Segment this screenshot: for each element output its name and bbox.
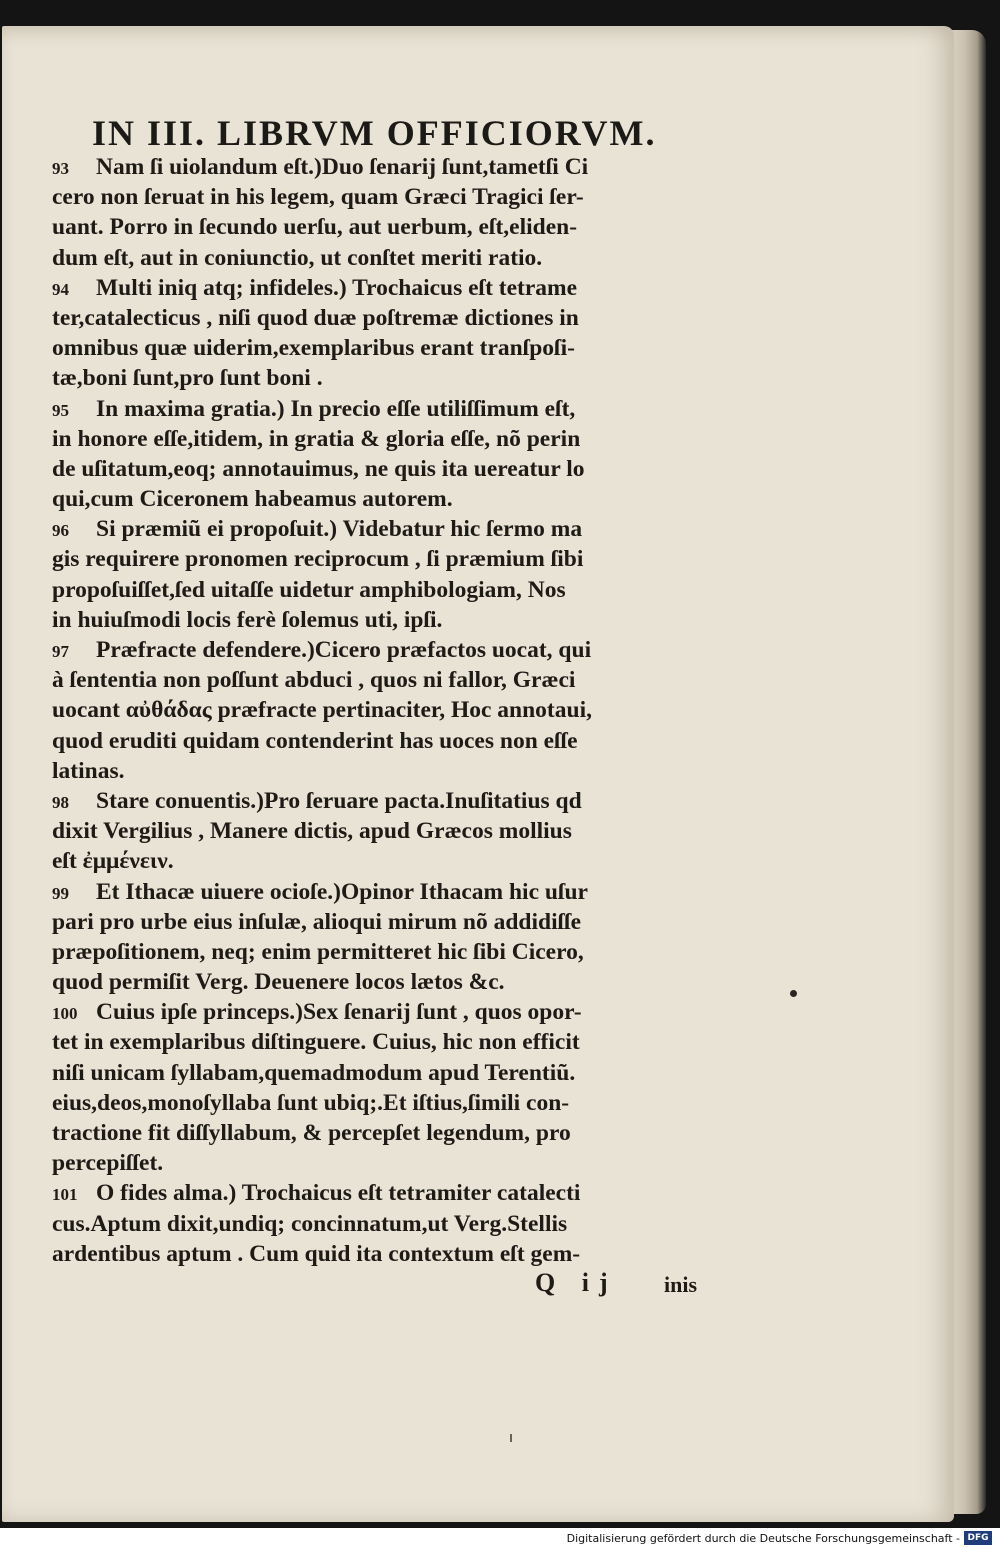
note-number: 98 [52,792,69,812]
text-line [52,514,720,544]
note-number: 93 [52,159,69,178]
text-line [52,1209,720,1239]
line-text: Si præmiũ ei propoſuit.) Videbatur hic ſermo ma [96,516,583,543]
line-text: qui,cum Ciceronem habeamus autorem. [52,486,453,513]
text-line [52,846,720,876]
line-text: propoſuiſſet,ſed uitaſſe uidetur amphibologiam, Nos [52,576,566,603]
page-edge [950,30,986,1514]
text-line [52,152,720,182]
text-line [52,967,720,997]
line-text: ardentibus aptum . Cum quid ita contextum eſt gem- [52,1240,581,1267]
footer-credit: Digitalisierung gefördert durch die Deutsche Forschungsgemeinschaft - [566,1532,960,1545]
line-text: in honore eſſe,itidem, in gratia & gloria eſſe, nõ perin [52,425,581,452]
text-line [52,394,720,424]
line-text: cero non ſeruat in his legem, quam Græci Tragici ſer- [52,184,584,211]
line-text: niſi unicam ſyllabam,quemadmodum apud Terentiũ. [52,1059,576,1086]
line-text: tractione fit diſſyllabum, & percepſet legendum, pro [52,1120,571,1146]
text-line [52,605,720,635]
text-line [52,544,720,574]
line-text: tæ,boni ſunt,pro ſunt boni . [52,365,323,392]
text-line [52,1027,720,1057]
text-line [52,997,720,1027]
line-text: eius,deos,monoſyllaba ſunt ubiq;.Et iſtius,ſimili con- [52,1089,570,1116]
line-text: à ſententia non poſſunt abduci , quos ni fallor, Græci [52,667,576,694]
note-number: 101 [52,1185,78,1205]
line-text: quod eruditi quidam contenderint has uoces non eſſe [52,727,578,754]
line-text: latinas. [52,757,125,784]
footer-bar [0,1528,1000,1549]
line-text: gis requirere pronomen reciprocum , ſi præmium ſibi [52,546,584,573]
dfg-logo: DFG [964,1531,992,1545]
text-line [52,424,720,454]
text-line [52,182,720,212]
text-line [52,937,720,967]
text-line [52,1178,720,1208]
line-text: eſt ἐμμένειν. [52,848,174,875]
catchword: inis [664,1272,698,1297]
line-text: Stare conuentis.)Pro ſeruare pacta.Inuſitatius qd [96,787,582,814]
text-line [52,212,720,242]
text-line [52,635,720,665]
line-text: Multi iniq atq; infideles.) Trochaicus eſt tetrame [96,274,578,301]
line-text: de uſitatum,eoq; annotauimus, ne quis ita uereatur lo [52,455,585,482]
line-text: cus.Aptum dixit,undiq; concinnatum,ut Verg.Stellis [52,1210,568,1237]
text-line [52,907,720,937]
text-line [52,484,720,514]
line-text: Præfracte defendere.)Cicero præfactos uocat, qui [96,637,592,663]
line-text: O fides alma.) Trochaicus eſt tetramiter catalecti [96,1180,581,1207]
text-line [52,1058,720,1088]
text-line [52,273,720,303]
line-text: Cuius ipſe princeps.)Sex ſenarij ſunt , quos opor- [96,999,582,1026]
text-line [52,877,720,907]
text-line [52,786,720,816]
text-line [52,1088,720,1118]
line-text: uocant αὐθάδας præfracte pertinaciter, Hoc annotaui, [52,697,592,724]
line-text: tet in exemplaribus diſtinguere. Cuius, hic non efficit [52,1029,580,1056]
text-line [52,303,720,333]
text-line [52,363,720,393]
note-number: 94 [52,279,69,299]
signature-mark: Q ij [535,1268,618,1297]
note-number: 99 [52,883,69,903]
ink-mark [510,1434,512,1442]
text-line [52,1148,720,1178]
text-line [52,816,720,846]
note-number: 100 [52,1004,78,1024]
line-text: quod permiſit Verg. Deuenere locos lætos &c. [52,969,505,996]
line-text: dum eſt, aut in coniunctio, ut conſtet meriti ratio. [52,244,543,271]
note-number: 95 [52,400,69,420]
note-number: 96 [52,521,69,541]
line-text: ter,catalecticus , niſi quod duæ poſtremæ dictiones in [52,304,579,331]
text-line [52,333,720,363]
line-text: uant. Porro in ſecundo uerſu, aut uerbum, eſt,eliden- [52,214,578,241]
text-line [52,1118,720,1148]
text-line [52,756,720,786]
text-line [52,243,720,273]
text-line [52,726,720,756]
line-text: pari pro urbe eius inſulæ, alioqui mirum nõ addidiſſe [52,908,582,935]
commentary-text [52,152,720,1269]
text-line [52,1239,720,1269]
text-line [52,695,720,725]
note-number: 97 [52,642,69,661]
line-text: In maxima gratia.) In precio eſſe utiliſſimum eſt, [96,395,576,422]
line-text: præpoſitionem, neq; enim permitteret hic ſibi Cicero, [52,938,584,965]
line-text: omnibus quæ uiderim,exemplaribus erant tranſpoſi- [52,335,575,362]
running-head: IN III. LIBRVM OFFICIORVM. [92,113,657,153]
line-text: dixit Vergilius , Manere dictis, apud Græcos mollius [52,818,572,845]
text-line [52,454,720,484]
line-text: in huiuſmodi locis ferè ſolemus uti, ipſi. [52,606,443,633]
ink-spot [790,990,797,997]
line-text: percepiſſet. [52,1150,164,1177]
line-text: Et Ithacæ uiuere ocioſe.)Opinor Ithacam hic uſur [96,878,588,905]
text-line [52,665,720,695]
line-text: Nam ſi uiolandum eſt.)Duo ſenarij ſunt,tametſi Ci [96,154,589,180]
text-line [52,575,720,605]
